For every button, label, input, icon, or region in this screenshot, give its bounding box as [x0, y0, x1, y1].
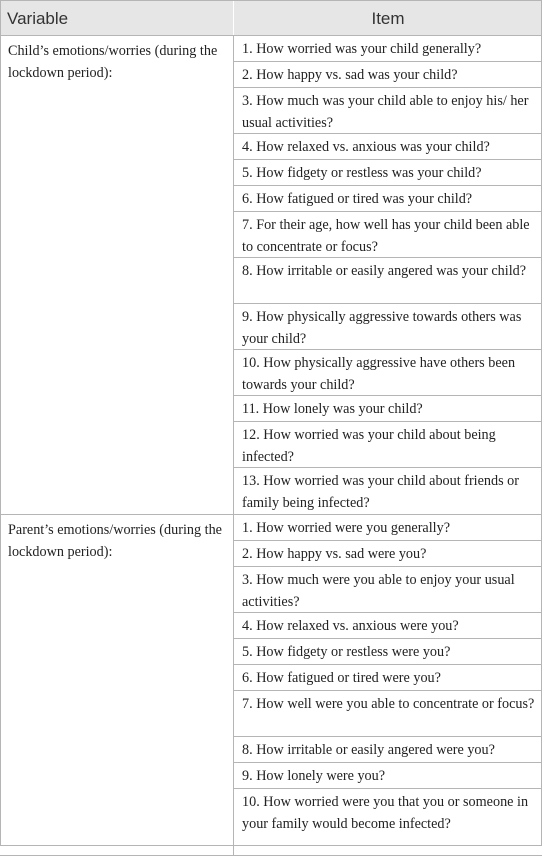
table-row: 6. How fatigued or tired were you? [234, 665, 542, 691]
table-row: 3. How much were you able to enjoy your usual activities? [234, 567, 542, 613]
table-row: 7. How well were you able to concentrate or focus? [234, 691, 542, 737]
table-row: 5. How fidgety or restless were you? [234, 639, 542, 665]
table-row: 11. How lonely was your child? [234, 396, 542, 422]
table-row: 6. How fatigued or tired was your child? [234, 186, 542, 212]
variable-cell: Child’s emotions/worries (during the lockdown period): [0, 36, 234, 514]
header-item: Item [371, 9, 405, 28]
table-row: 1. How worried were you generally? [234, 515, 542, 541]
table-row: 9. How lonely were you? [234, 763, 542, 789]
table-row: 8. How irritable or easily angered was your child? [234, 258, 542, 304]
table-row: 4. How relaxed vs. anxious was your child? [234, 134, 542, 160]
table-row: 13. How worried was your child about friends or family being infected? [242, 473, 519, 511]
header-variable: Variable [0, 0, 234, 35]
group-child [0, 36, 542, 515]
table-row: 10. How physically aggressive have others been towards your child? [234, 350, 542, 396]
table-row: 2. How happy vs. sad was your child? [234, 62, 542, 88]
table-row: 4. How relaxed vs. anxious were you? [234, 613, 542, 639]
table-row: 10. How worried were you that you or someone in your family would become infected? [242, 794, 529, 832]
table-row: 3. How much was your child able to enjoy his/ her usual activities? [234, 88, 542, 134]
table-row: 1. How worried was your child generally? [234, 36, 542, 62]
table-row: 8. How irritable or easily angered were you? [234, 737, 542, 763]
variable-cell: Parent’s emotions/worries (during the lockdown period): [0, 515, 234, 855]
table-row: 9. How physically aggressive towards others was your child? [234, 304, 542, 350]
table-header [0, 0, 542, 36]
table-row: 2. How happy vs. sad were you? [234, 541, 542, 567]
items-column [234, 515, 542, 855]
table-row: 7. For their age, how well has your child been able to concentrate or focus? [234, 212, 542, 258]
table-row: 5. How fidgety or restless was your child? [234, 160, 542, 186]
group-parent [0, 515, 542, 856]
items-column [234, 36, 542, 514]
table-row: 12. How worried was your child about being infected? [234, 422, 542, 468]
